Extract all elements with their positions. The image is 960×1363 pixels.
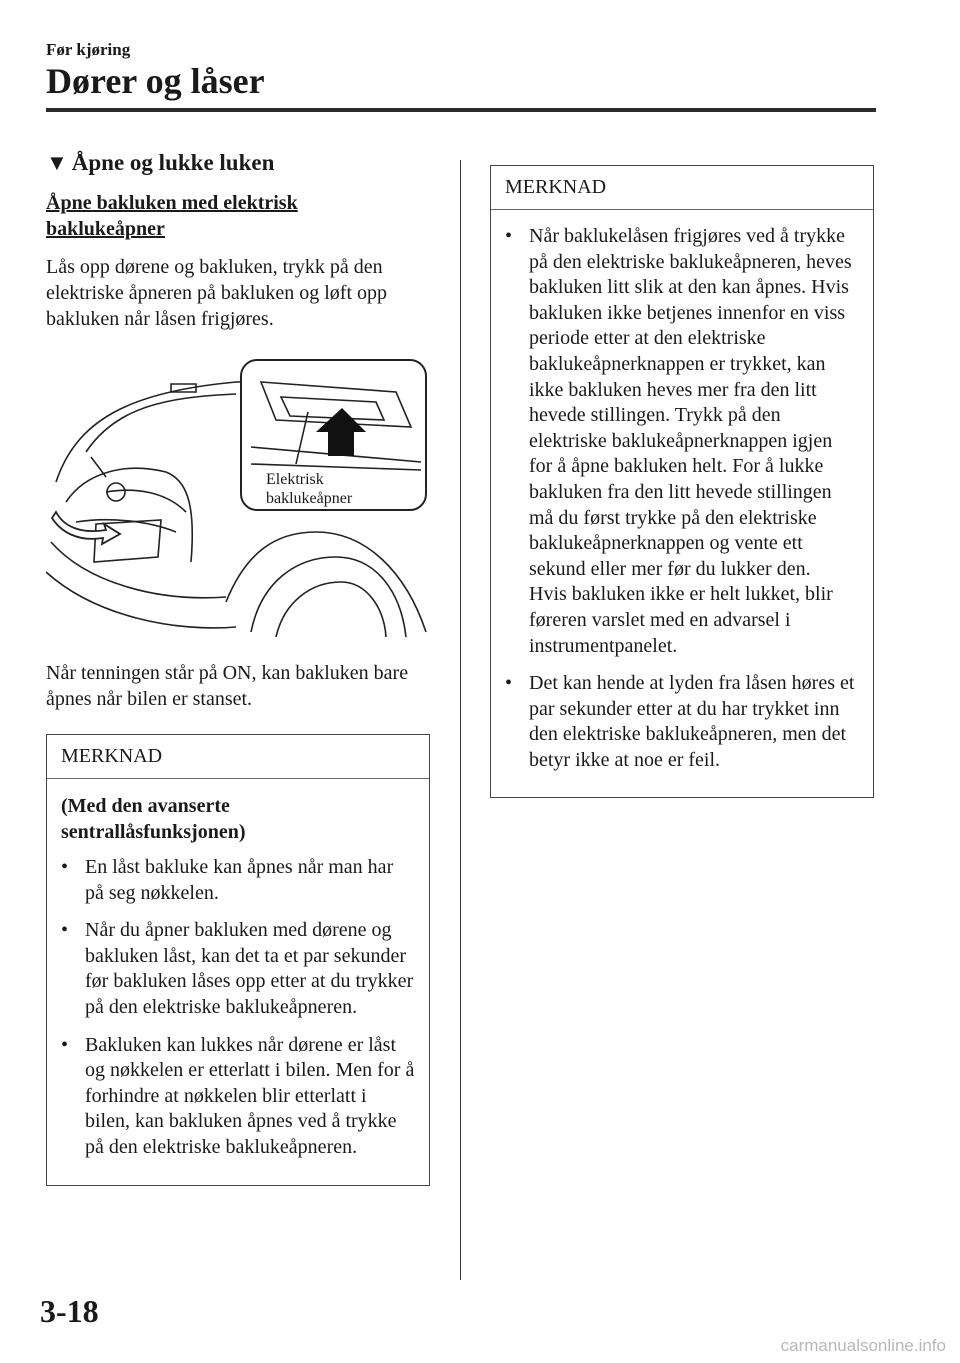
list-item-text: Det kan hende at lyden fra låsen høres et par sekunder etter at du har trykket inn den elektriske baklukeåpneren, men det betyr ikke at noe er feil. [529,672,855,771]
section-heading-text: Åpne og lukke luken [71,150,275,175]
list-item [61,918,415,1020]
bullet-icon: • [505,225,513,247]
car-rear-drawing [46,352,436,642]
section-heading [46,150,436,176]
note-box-right [490,165,874,798]
list-item-text: Når baklukelåsen frigjøres ved å trykke på den elektriske baklukeåpneren, heves bakluken litt slik at den kan åpnes. Hvis bakluken ikke betjenes innenfor en viss periode etter at den elektriske baklukeåpnerknappen er trykket, kan ikke bakluken heves mer fra den litt hevede stillingen. Trykk på den elektriske baklukeåpnerknappen igjen for å åpne bakluken helt. For å lukke bakluken fra den litt hevede stillingen må du først trykke på den elektriske baklukeåpnerknappen og vente ett sekund eller mer før du lukker den. Hvis bakluken ikke er helt lukket, blir føreren varslet med en advarsel i instrumentpanelet. [529,225,852,657]
bullet-icon: • [61,856,69,878]
note-body [491,210,873,797]
list-item-text: Når du åpner bakluken med dørene og bakluken låst, kan det ta et par sekunder før bakluken låses opp etter at du trykker på den elektriske baklukeåpneren. [85,919,414,1018]
note-title: MERKNAD [491,166,873,210]
bullet-icon: • [61,919,69,942]
triangle-marker-icon: ▼ [46,150,68,175]
ignition-paragraph: Når tenningen står på ON, kan bakluken bare åpnes når bilen er stanset. [46,662,409,710]
figure-label-line1: Elektrisk [266,471,324,488]
note-subtitle: (Med den avanserte sentrallåsfunksjonen) [61,795,246,843]
list-item [61,1033,415,1161]
liftgate-illustration [46,352,436,642]
note-box-left [46,734,430,1186]
list-item-text: En låst bakluke kan åpnes når man har på seg nøkkelen. [85,856,394,904]
title-rule [46,108,876,112]
bullet-icon: • [505,672,513,695]
page-title: Dører og låser [46,61,265,101]
breadcrumb: Før kjøring [46,40,131,59]
left-column [46,150,436,712]
watermark: carmanualsonline.info [780,1336,946,1355]
list-item [505,224,859,659]
column-divider [460,160,461,1280]
list-item-text: Bakluken kan lukkes når dørene er låst og nøkkelen er etterlatt i bilen. Men for å forhindre at nøkkelen blir etterlatt i bilen, kan bakluken åpnes ved å trykke på den elektriske baklukeåpneren. [85,1033,415,1158]
bullet-icon: • [61,1033,69,1056]
list-item [505,671,859,773]
page-number: 3-18 [40,1293,99,1329]
sub-heading: Åpne bakluken med elektrisk baklukeåpner [46,192,298,240]
list-item [61,855,415,906]
intro-paragraph: Lås opp dørene og bakluken, trykk på den elektriske åpneren på bakluken og løft opp bakluken når låsen frigjøres. [46,256,387,330]
note-body [47,779,429,1185]
figure-label-line2: baklukeåpner [266,490,353,507]
figure-label [266,470,352,508]
note-title: MERKNAD [47,735,429,779]
